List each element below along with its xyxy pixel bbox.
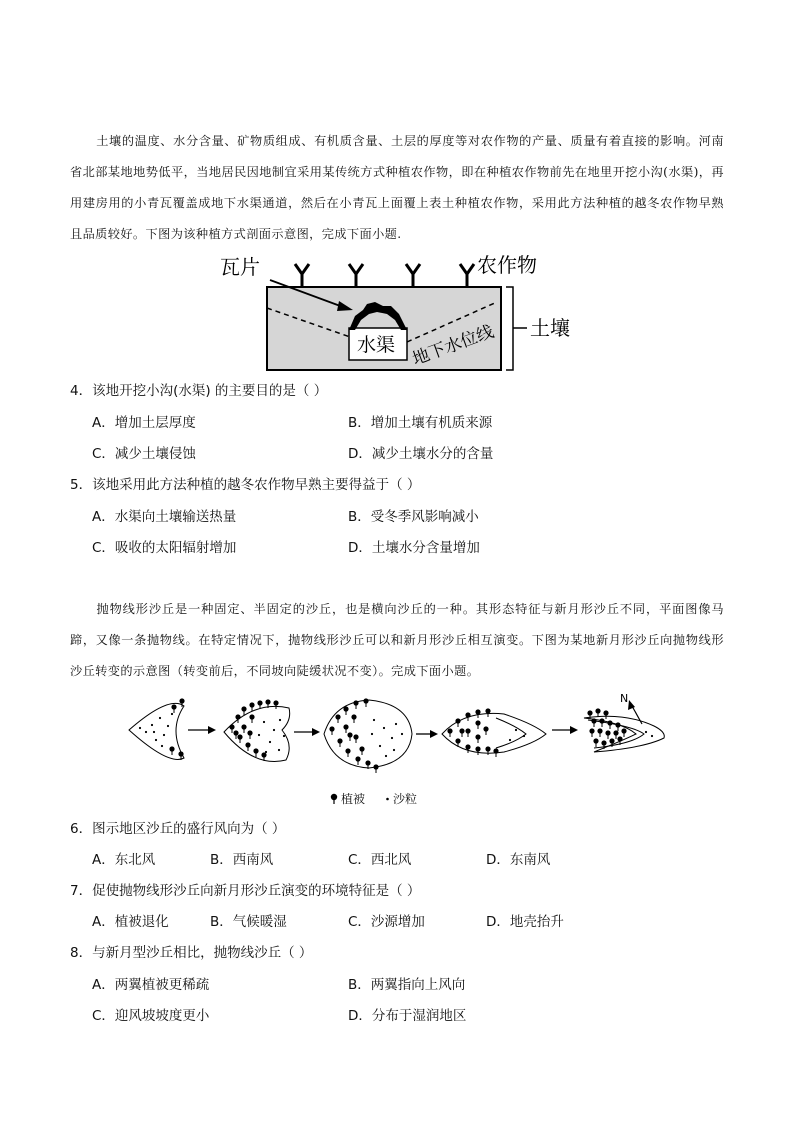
question-7-option-b[interactable]: B．气候暖湿: [210, 914, 287, 930]
vegetation-icon: [330, 793, 338, 805]
question-8-stem: 8．与新月型沙丘相比，抛物线沙丘（ ）: [70, 945, 313, 961]
sand-grain-icon: [385, 793, 390, 805]
passage-1: 土壤的温度、水分含量、矿物质组成、有机质含量、土层的厚度等对农作物的产量、质量有着直接的影响。河南省北部某地地势低平，当地居民因地制宜采用某传统方式种植农作物，即在种植农作物前先在地里开挖小沟(水渠)，再用建房用的小青瓦覆盖成地下水渠通道，然后在小青瓦上面覆上表土种植农作物，采用此方法种植的越冬农作物早熟且品质较好。下图为该种植方式剖面示意图，完成下面小题.: [70, 134, 724, 241]
question-4-option-b[interactable]: B．增加土壤有机质来源: [348, 415, 493, 431]
passage-2: 抛物线形沙丘是一种固定、半固定的沙丘，也是横向沙丘的一种。其形态特征与新月形沙丘不同，平面图像马蹄，又像一条抛物线。在特定情况下，抛物线形沙丘可以和新月形沙丘相互演变。下图为某地新月形沙丘向抛物线形沙丘转变的示意图（转变前后，不同坡向陡缓状况不变）。完成下面小题。: [70, 602, 724, 678]
question-4-option-d[interactable]: D．减少土壤水分的含量: [348, 446, 494, 462]
question-7-option-d[interactable]: D．地壳抬升: [486, 914, 564, 930]
question-8-option-b[interactable]: B．两翼指向上风向: [348, 977, 466, 993]
question-4-stem: 4．该地开挖小沟(水渠) 的主要目的是（ ）: [70, 383, 328, 399]
question-8-option-d[interactable]: D．分布于湿润地区: [348, 1008, 467, 1024]
question-7-option-a[interactable]: A．植被退化: [92, 914, 169, 930]
question-5-stem: 5．该地采用此方法种植的越冬农作物早熟主要得益于（ ）: [70, 477, 421, 493]
dune-stage-5: [584, 708, 664, 752]
figure-dune-evolution: [124, 690, 674, 780]
question-6-option-d[interactable]: D．东南风: [486, 852, 551, 868]
figure-planting-cross-section: [215, 250, 595, 378]
channel-label: 水渠: [357, 334, 396, 356]
question-8-option-a[interactable]: A．两翼植被更稀疏: [92, 977, 210, 993]
question-5-option-b[interactable]: B．受冬季风影响减小: [348, 509, 479, 525]
dune-stage-3: [324, 698, 412, 773]
question-4-option-c[interactable]: C．减少土壤侵蚀: [92, 446, 196, 462]
dune-stage-4: [442, 708, 546, 757]
groundwater-label: 地下水位线: [409, 321, 497, 370]
question-5-option-d[interactable]: D．土壤水分含量增加: [348, 540, 480, 556]
crop-icons: [295, 264, 474, 287]
question-7-option-c[interactable]: C．沙源增加: [348, 914, 425, 930]
legend-vegetation: 植被: [330, 790, 365, 807]
figure-2-legend: [330, 790, 417, 807]
dune-stage-2: [224, 699, 290, 761]
question-6-option-c[interactable]: C．西北风: [348, 852, 412, 868]
question-5-option-a[interactable]: A．水渠向土壤输送热量: [92, 509, 237, 525]
soil-bracket: [506, 287, 527, 370]
question-6-stem: 6．图示地区沙丘的盛行风向为（ ）: [70, 821, 286, 837]
north-label: N: [620, 692, 629, 705]
tile-label: 瓦片: [220, 255, 260, 279]
question-7-stem: 7．促使抛物线形沙丘向新月形沙丘演变的环境特征是（ ）: [70, 883, 421, 899]
question-6-option-a[interactable]: A．东北风: [92, 852, 156, 868]
dune-stage-1: [129, 698, 185, 760]
question-8-option-c[interactable]: C．迎风坡坡度更小: [92, 1008, 210, 1024]
legend-sand: 沙粒: [385, 790, 417, 807]
question-5-option-c[interactable]: C．吸收的太阳辐射增加: [92, 540, 237, 556]
question-6-option-b[interactable]: B．西南风: [210, 852, 274, 868]
soil-label: 土壤: [530, 316, 570, 340]
crop-label: 农作物: [477, 253, 537, 277]
question-4-option-a[interactable]: A．增加土层厚度: [92, 415, 196, 431]
